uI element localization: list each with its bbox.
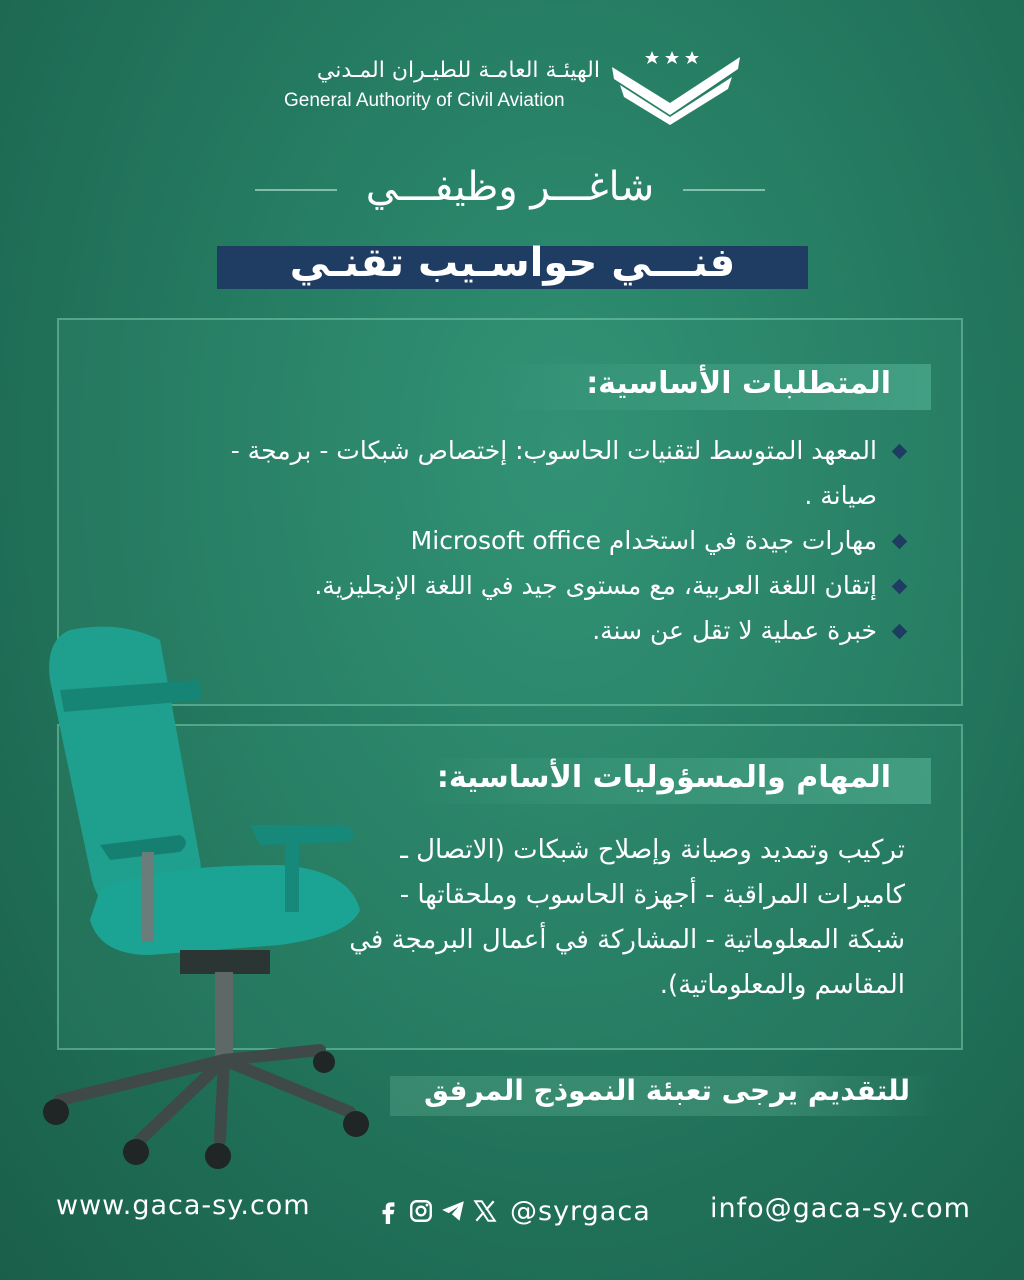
job-title-banner (217, 240, 808, 289)
list-item (205, 428, 905, 518)
apply-instruction: للتقديم يرجى تعبئة النموذج المرفق (423, 1074, 910, 1107)
gaca-logo-icon (610, 45, 742, 125)
list-item (205, 518, 905, 563)
requirement-text: المعهد المتوسط لتقنيات الحاسوب: إختصاص شبكات - برمجة - صيانة . (230, 436, 877, 510)
diamond-bullet-icon (892, 624, 908, 640)
responsibilities-title-bar (411, 758, 931, 804)
telegram-icon[interactable] (440, 1198, 466, 1224)
org-name-arabic: الهيئـة العامـة للطيـران المـدني (316, 58, 600, 83)
responsibilities-text: تركيب وتمديد وصيانة وإصلاح شبكات (الاتصال ـ كاميرات المراقبة - أجهزة الحاسوب وملحقاتها - شبكة المعلوماتية - المشاركة في أعمال البرمجة في المقاسم والمعلوماتية). (349, 835, 905, 1000)
requirement-text: خبرة عملية لا تقل عن سنة. (592, 616, 877, 645)
email-link[interactable]: info@gaca-sy.com (710, 1193, 971, 1224)
instagram-icon[interactable] (408, 1198, 434, 1224)
responsibilities-title: المهام والمسؤوليات الأساسية: (436, 760, 891, 795)
website-link[interactable]: www.gaca-sy.com (56, 1190, 311, 1221)
job-title: فنـــي حواسـيب تقنـي (289, 240, 736, 286)
x-icon[interactable] (472, 1198, 498, 1224)
diamond-bullet-icon (892, 444, 908, 460)
requirements-title-bar (491, 364, 931, 410)
requirement-text: إتقان اللغة العربية، مع مستوى جيد في اللغة الإنجليزية. (314, 571, 877, 600)
requirements-title: المتطلبات الأساسية: (586, 366, 891, 401)
diamond-bullet-icon (892, 534, 908, 550)
list-item (205, 563, 905, 608)
vacancy-heading (255, 158, 765, 218)
requirement-text: مهارات جيدة في استخدام Microsoft office (410, 526, 877, 555)
diamond-bullet-icon (892, 579, 908, 595)
social-handle[interactable]: @syrgaca (510, 1195, 651, 1227)
org-name-english: General Authority of Civil Aviation (284, 90, 565, 111)
vacancy-label: شاغـــر وظيفـــي (365, 164, 655, 210)
facebook-icon[interactable] (376, 1198, 402, 1224)
apply-instruction-bar (390, 1076, 940, 1116)
social-links (376, 1193, 651, 1229)
office-chair-image (30, 620, 390, 1180)
